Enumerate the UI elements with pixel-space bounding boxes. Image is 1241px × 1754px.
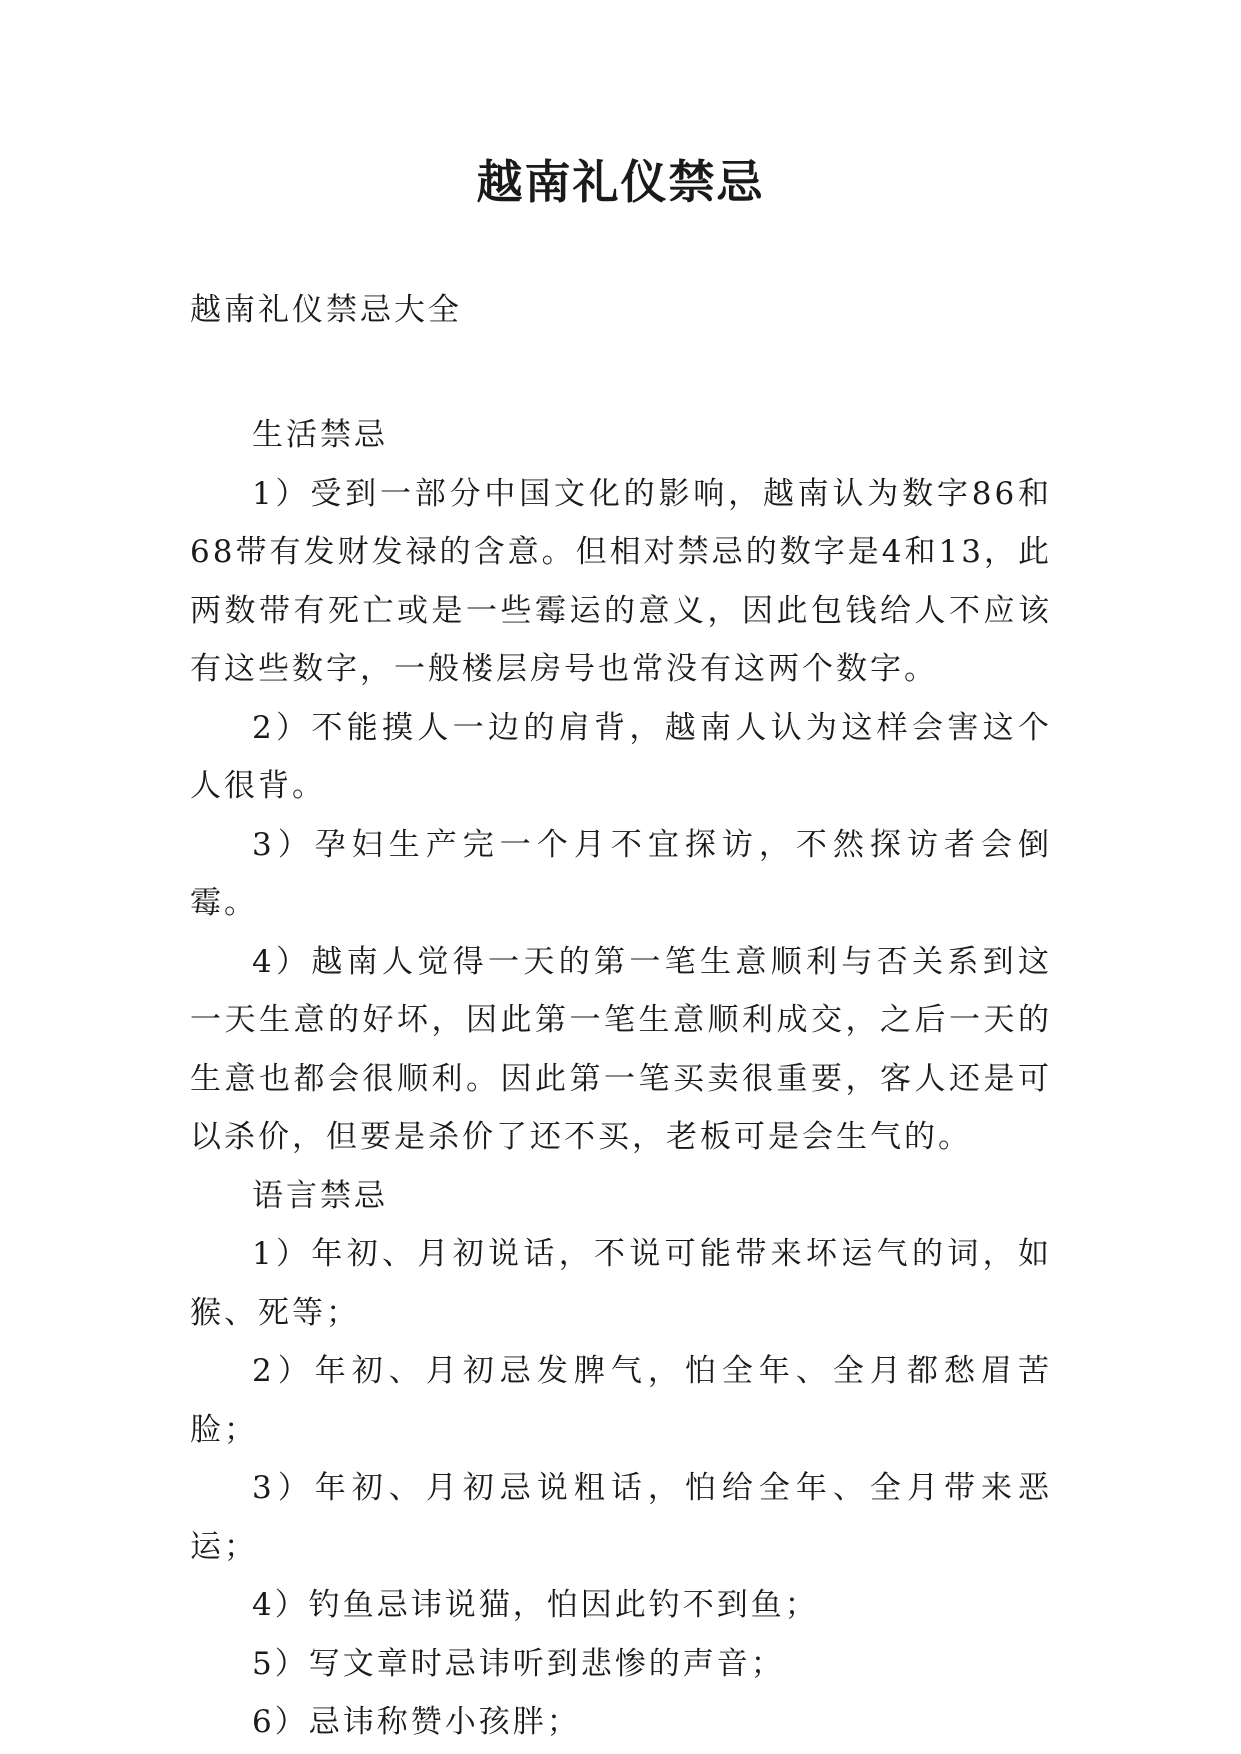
paragraph: 2）年初、月初忌发脾气，怕全年、全月都愁眉苦脸； bbox=[190, 1353, 1052, 1448]
paragraph: 5）写文章时忌讳听到悲惨的声音； bbox=[252, 1645, 785, 1682]
paragraph: 1）年初、月初说话，不说可能带来坏运气的词，如猴、死等； bbox=[190, 1236, 1052, 1331]
section-heading-life-taboos: 生活禁忌 bbox=[252, 417, 388, 453]
paragraph: 4）越南人觉得一天的第一笔生意顺利与否关系到这一天生意的好坏，因此第一笔生意顺利成交，之后一天的生意也都会很顺利。因此第一笔买卖很重要，客人还是可以杀价，但要是杀价了还不买，老板可是会生气的。 bbox=[190, 943, 1052, 1155]
section-heading-language-taboos: 语言禁忌 bbox=[252, 1177, 388, 1214]
document-subtitle: 越南礼仪禁忌大全 bbox=[190, 292, 462, 328]
paragraph: 4）钓鱼忌讳说猫，怕因此钓不到鱼； bbox=[252, 1587, 819, 1623]
paragraph: 2）不能摸人一边的肩背，越南人认为这样会害这个人很背。 bbox=[190, 709, 1052, 804]
document-title: 越南礼仪禁忌 bbox=[476, 155, 765, 209]
document-body bbox=[190, 406, 1052, 1752]
paragraph: 3）年初、月初忌说粗话，怕给全年、全月带来恶运； bbox=[190, 1470, 1052, 1565]
paragraph: 6）忌讳称赞小孩胖； bbox=[252, 1704, 581, 1740]
paragraph: 1）受到一部分中国文化的影响，越南认为数字86和68带有发财发禄的含意。但相对禁忌的数字是4和13，此两数带有死亡或是一些霉运的意义，因此包钱给人不应该有这些数字，一般楼层房号也常没有这两个数字。 bbox=[190, 475, 1052, 687]
paragraph: 3）孕妇生产完一个月不宜探访，不然探访者会倒霉。 bbox=[190, 826, 1052, 921]
